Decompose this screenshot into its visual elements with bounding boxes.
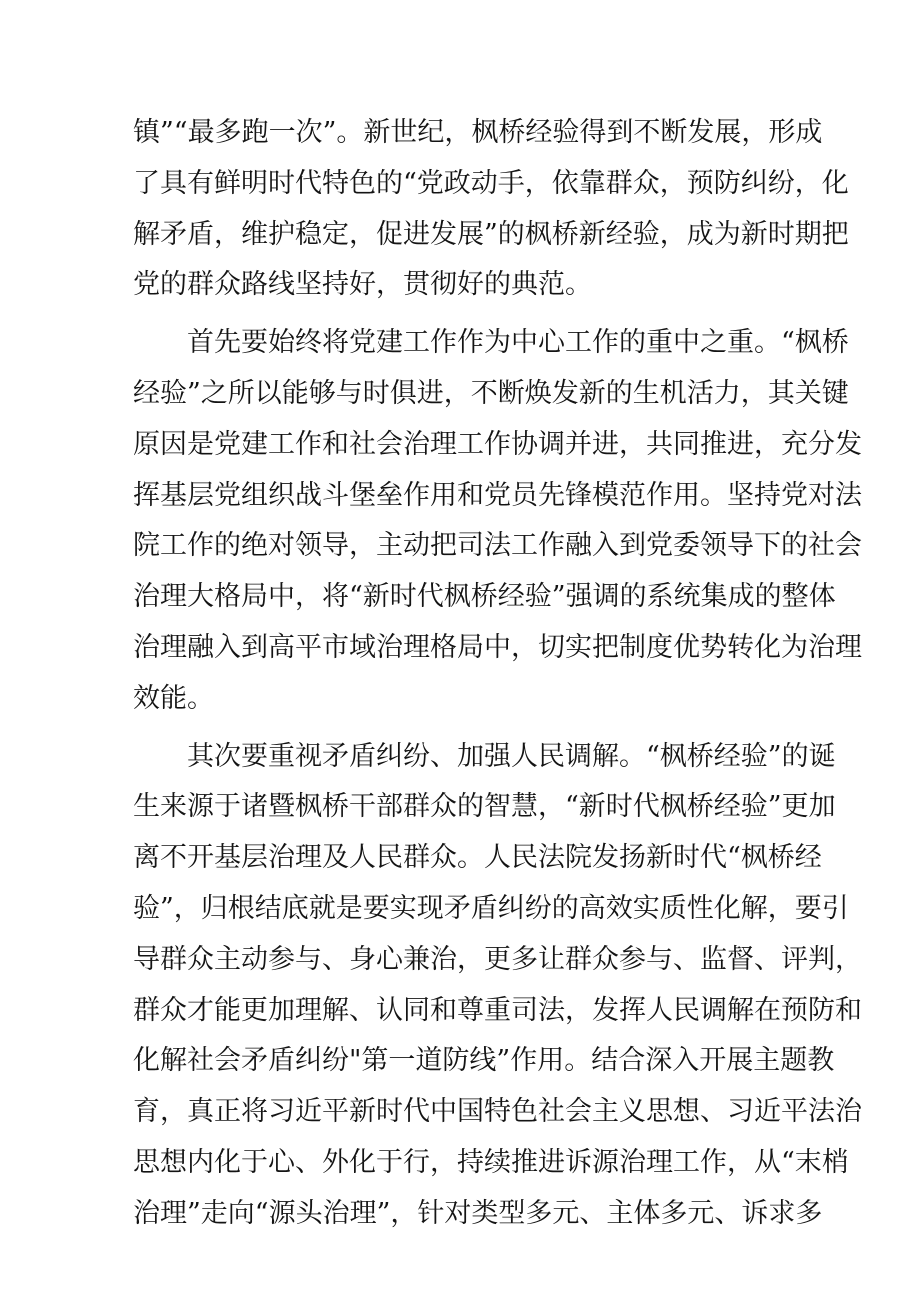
text-line: 化解社会矛盾纠纷"第一道防线”作用。结合深入开展主题教 [133,1045,835,1077]
text-line: 镇”“最多跑一次”。新世纪，枫桥经验得到不断发展，形成 [133,117,823,148]
text-line: 治理融入到高平市域治理格局中，切实把制度优势转化为治理 [133,631,862,663]
text-line: 党的群众路线坚持好，贯彻好的典范。 [133,269,592,301]
text-line: 治理”走向“源头治理”，针对类型多元、主体多元、诉求多 [133,1197,823,1229]
paragraph-2 [133,318,862,724]
text-line: 挥基层党组织战斗堡垒作用和党员先锋模范作用。坚持党对法 [133,479,862,511]
text-line: 院工作的绝对领导，主动把司法工作融入到党委领导下的社会 [133,530,862,562]
paragraph-1 [133,108,849,311]
paragraph-spacer [133,311,793,318]
text-line: 思想内化于心、外化于行，持续推进诉源治理工作，从“末梢 [133,1146,849,1178]
text-line: 原因是党建工作和社会治理工作协调并进，共同推进，充分发 [133,428,862,460]
text-line: 导群众主动参与、身心兼治，更多让群众参与、监督、评判， [133,943,862,975]
paragraph-3 [133,732,862,1240]
text-line: 育，真正将习近平新时代中国特色社会主义思想、习近平法治 [133,1096,862,1128]
paragraph-spacer [133,725,793,732]
text-line: 离不开基层治理及人民群众。人民法院发扬新时代“枫桥经 [133,842,822,874]
text-line: 其次要重视矛盾纠纷、加强人民调解。“枫桥经验”的诞 [133,740,836,772]
text-line: 首先要始终将党建工作作为中心工作的重中之重。“枫桥 [133,327,849,359]
text-line: 解矛盾，维护稳定，促进发展”的枫桥新经验，成为新时期把 [133,218,849,250]
text-line: 治理大格局中，将“新时代枫桥经验”强调的系统集成的整体 [133,581,836,613]
text-line: 了具有鲜明时代特色的“党政动手，依靠群众，预防纠纷，化 [133,167,849,199]
text-line: 验”，归根结底就是要实现矛盾纠纷的高效实质性化解，要引 [133,892,849,924]
document-body [133,108,862,1240]
text-line: 群众才能更加理解、认同和尊重司法，发挥人民调解在预防和 [133,994,862,1026]
text-line: 经验”之所以能够与时俱进，不断焕发新的生机活力，其关键 [133,377,849,409]
text-line: 效能。 [133,682,214,714]
text-line: 生来源于诸暨枫桥干部群众的智慧，“新时代枫桥经验”更加 [133,791,836,823]
